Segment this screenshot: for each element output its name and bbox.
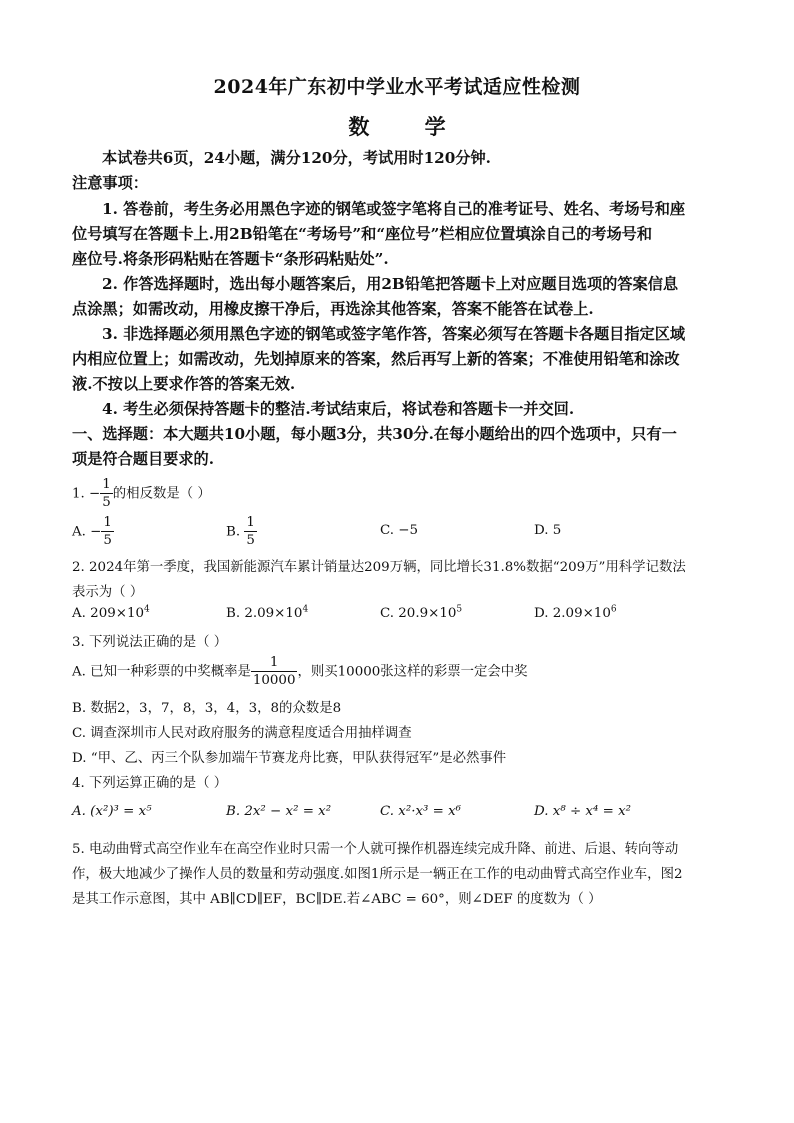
page-title: 2024年广东初中学业水平考试适应性检测 — [213, 76, 581, 98]
question-3-stem: 3. 下列说法正确的是（ ） — [72, 635, 228, 650]
notice-item-3-line-3: 液.不按以上要求作答的答案无效. — [72, 375, 296, 393]
question-4-option-b: B. 2x² − x² = x² — [226, 804, 332, 819]
fraction: $\frac{1}{5}$ — [102, 477, 111, 511]
question-5-stem-line-3: 是其工作示意图，其中 AB∥CD∥EF，BC∥DE.若∠ABC = 60°，则∠DEF 的度数为（ ） — [72, 892, 602, 907]
notice-item-4: 4. 考生必须保持答题卡的整洁.考试结束后，将试卷和答题卡一并交回. — [102, 400, 575, 418]
question-4-option-c: C. x²·x³ = x⁶ — [380, 804, 462, 819]
question-2-stem-line-1: 2. 2024年第一季度，我国新能源汽车累计销量达209万辆，同比增长31.8%数据“209万”用科学记数法 — [72, 560, 686, 575]
fraction: $\frac{1}{10000}$ — [252, 655, 296, 689]
question-5-stem-line-1: 5. 电动曲臂式高空作业车在高空作业时只需一个人就可操作机器连续完成升降、前进、后退、转向等动 — [72, 842, 679, 857]
question-1-option-a: A. − $\frac{1}{5}$ — [72, 515, 112, 549]
notice-heading: 注意事项： — [72, 174, 148, 192]
subject-title: 数 学 — [348, 114, 470, 139]
notice-item-2-line-2: 点涂黑；如需改动，用橡皮擦干净后，再选涂其他答案，答案不能答在试卷上. — [72, 300, 594, 318]
question-3-option-c: C. 调查深圳市人民对政府服务的满意程度适合用抽样调查 — [72, 726, 412, 741]
question-1-stem: 1. − $\frac{1}{5}$ 的相反数是（ ） — [72, 477, 211, 511]
question-1-option-b: B. $\frac{1}{5}$ — [226, 515, 255, 549]
notice-item-1-line-2: 位号填写在答题卡上.用2B铅笔在“考场号”和“座位号”栏相应位置填涂自己的考场号和 — [72, 225, 653, 243]
question-2-option-c: C. $20.9\times 10^5$ — [380, 604, 463, 621]
fraction: $\frac{1}{5}$ — [103, 515, 112, 549]
notice-item-1-line-1: 1. 答卷前，考生务必用黑色字迹的钢笔或签字笔将自己的准考证号、姓名、考场号和座 — [102, 200, 686, 218]
question-2-option-b: B. $2.09\times 10^4$ — [226, 604, 309, 621]
notice-item-1-line-3: 座位号.将条形码粘贴在答题卡“条形码粘贴处”. — [72, 250, 389, 268]
question-4-option-a: A. (x²)³ = x⁵ — [72, 804, 152, 819]
question-3-option-a: A. 已知一种彩票的中奖概率是 $\frac{1}{10000}$ ，则买10000张这样的彩票一定会中奖 — [72, 655, 528, 689]
question-2-option-d: D. $2.09\times 10^6$ — [534, 604, 617, 621]
question-4-option-d: D. x⁸ ÷ x⁴ = x² — [534, 804, 631, 819]
question-2-stem-line-2: 表示为（ ） — [72, 585, 144, 600]
section-1-heading-line-2: 项是符合题目要求的. — [72, 450, 214, 468]
question-1-option-d: D. 5 — [534, 523, 562, 538]
question-1-option-c: C. −5 — [380, 523, 419, 538]
question-3-option-d: D. “甲、乙、丙三个队参加端午节赛龙舟比赛，甲队获得冠军”是必然事件 — [72, 751, 507, 766]
notice-item-2-line-1: 2. 作答选择题时，选出每小题答案后，用2B铅笔把答题卡上对应题目选项的答案信息 — [102, 275, 679, 293]
notice-item-3-line-2: 内相应位置上；如需改动，先划掉原来的答案，然后再写上新的答案；不准使用铅笔和涂改 — [72, 350, 680, 368]
intro-text: 本试卷共6页，24小题，满分120分，考试用时120分钟. — [102, 149, 491, 167]
notice-item-3-line-1: 3. 非选择题必须用黑色字迹的钢笔或签字笔作答，答案必须写在答题卡各题目指定区域 — [102, 325, 686, 343]
question-3-option-b: B. 数据2，3，7，8，3，4，3，8的众数是8 — [72, 701, 342, 716]
section-1-heading-line-1: 一、选择题：本大题共10小题，每小题3分，共30分.在每小题给出的四个选项中，只有一 — [72, 425, 677, 443]
fraction: $\frac{1}{5}$ — [246, 515, 255, 549]
question-5-stem-line-2: 作，极大地减少了操作人员的数量和劳动强度.如图1所示是一辆正在工作的电动曲臂式高空作业车，图2 — [72, 867, 683, 882]
question-2-option-a: A. $209\times 10^4$ — [72, 604, 150, 621]
question-4-stem: 4. 下列运算正确的是（ ） — [72, 776, 228, 791]
